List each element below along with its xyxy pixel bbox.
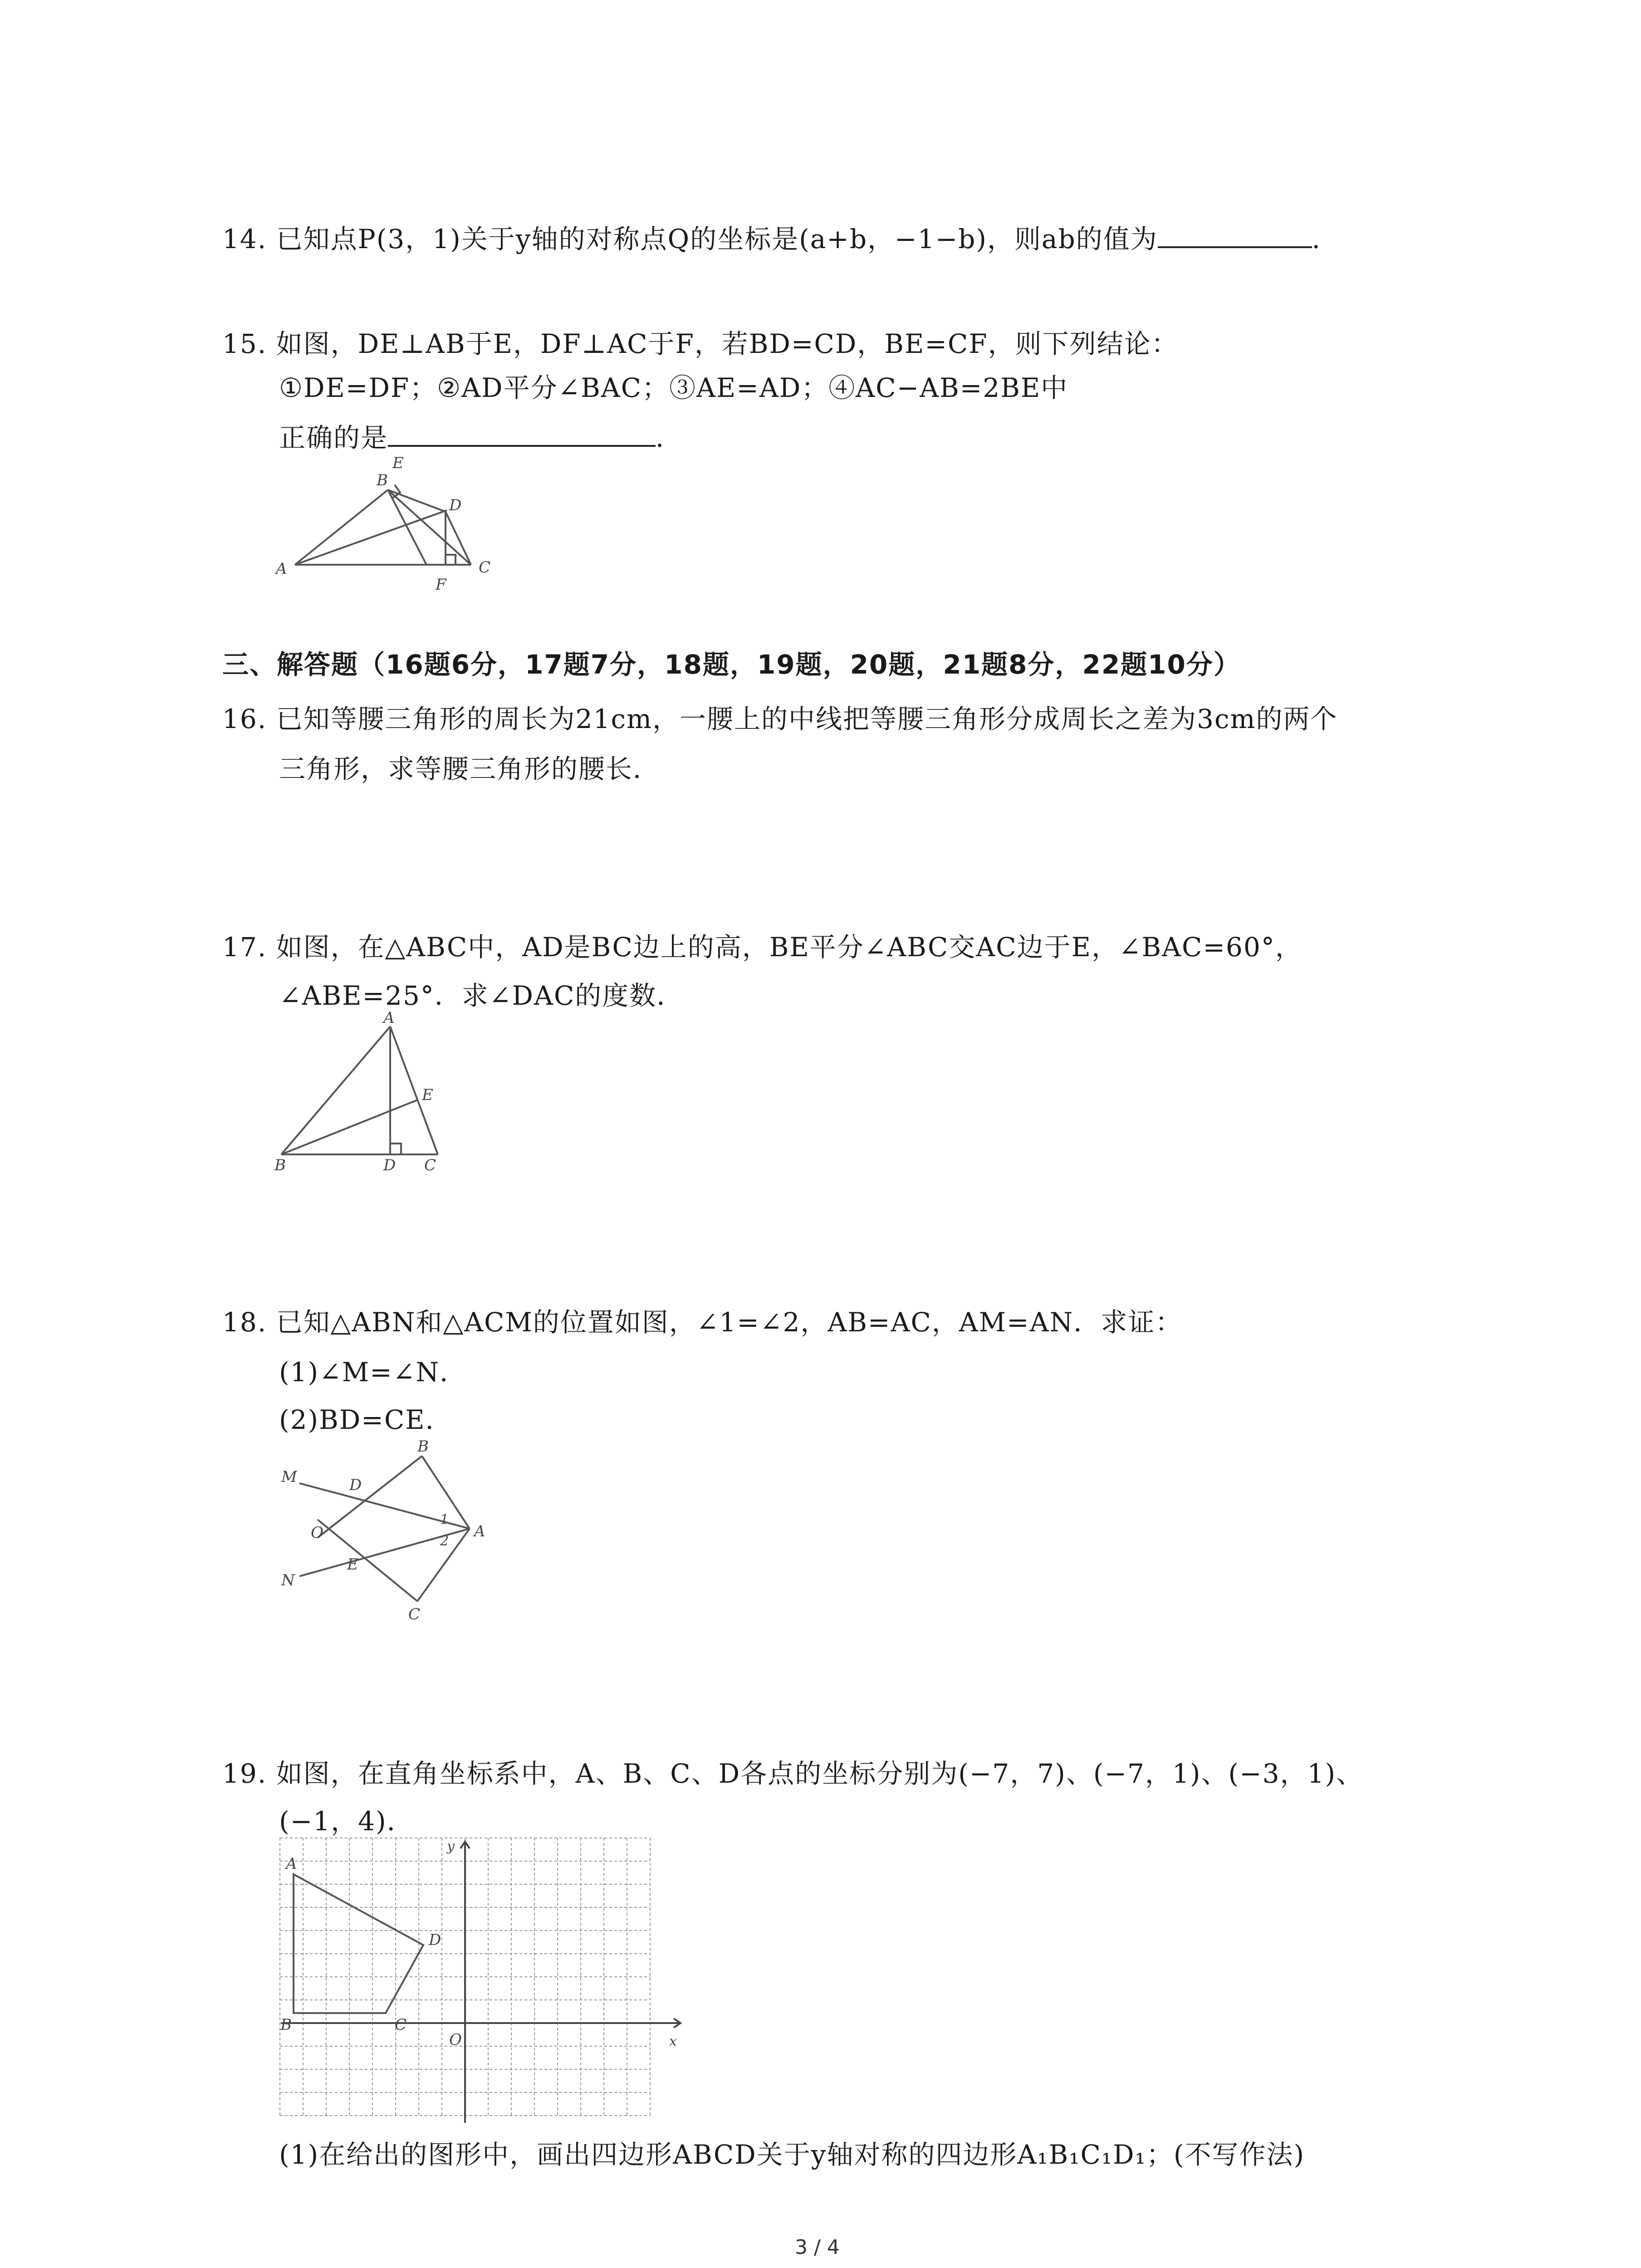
q14-answer-blank xyxy=(1158,242,1312,248)
q14-text xyxy=(222,221,1339,257)
q15-answer-blank xyxy=(388,440,656,447)
q17-label-D: D xyxy=(383,1156,396,1173)
q19-label-D: D xyxy=(429,1931,441,1949)
q15-label-E: E xyxy=(392,454,404,472)
q19-line2: (−1，4)． xyxy=(279,1806,414,1837)
q15-line1: 15. 如图，DE⊥AB于E，DF⊥AC于F，若BD=CD，BE=CF，则下列结论： xyxy=(222,328,1179,359)
q19-line3: (1)在给出的图形中，画出四边形ABCD关于y轴对称的四边形A₁B₁C₁D₁；(不写作法) xyxy=(279,2139,1305,2170)
q14-stem: 14. 已知点P(3，1)关于y轴的对称点Q的坐标是(a+b，−1−b)，则ab的值为 xyxy=(222,224,1158,254)
q18-label-N: N xyxy=(281,1571,295,1589)
q15-label-F: F xyxy=(436,576,446,594)
q15-label-A: A xyxy=(276,560,287,578)
q16-line2: 三角形，求等腰三角形的腰长． xyxy=(279,753,661,784)
q15-end: ． xyxy=(656,422,683,453)
section-3-title: 三、解答题（16题6分，17题7分，18题，19题，20题，21题8分，22题10分） xyxy=(222,649,1241,680)
q17-label-B: B xyxy=(274,1156,286,1173)
q19-label-B: B xyxy=(280,2016,292,2034)
q19-coordinate-grid xyxy=(272,1833,699,2134)
q18-label-2: 2 xyxy=(440,1533,449,1549)
q17-line1: 17. 如图，在△ABC中，AD是BC边上的高，BE平分∠ABC交AC边于E，∠BAC=60°， xyxy=(222,932,1303,963)
q18-label-A: A xyxy=(474,1522,485,1540)
q15-label-C: C xyxy=(479,558,491,577)
q15-label-B: B xyxy=(377,471,388,489)
q19-label-y: y xyxy=(447,1838,455,1854)
q19-label-A: A xyxy=(286,1855,297,1873)
q18-label-C: C xyxy=(408,1605,421,1623)
q18-line2: (1)∠M=∠N． xyxy=(279,1357,467,1388)
q19-label-C: C xyxy=(395,2016,407,2034)
q17-label-C: C xyxy=(424,1156,436,1173)
q19-label-x: x xyxy=(669,2033,677,2049)
q18-label-E: E xyxy=(347,1555,358,1574)
q18-label-B: B xyxy=(417,1437,429,1456)
q14-end: ． xyxy=(1312,224,1339,254)
q19-label-O: O xyxy=(449,2031,462,2049)
q18-label-D: D xyxy=(349,1476,362,1494)
q19-line1: 19. 如图，在直角坐标系中，A、B、C、D各点的坐标分别为(−7，7)、(−7，1)、(−3，1)、 xyxy=(222,1758,1364,1789)
q15-figure xyxy=(268,454,504,601)
q15-stem: 正确的是 xyxy=(279,422,388,453)
q18-figure xyxy=(272,1436,508,1628)
q17-figure xyxy=(268,1009,458,1174)
q18-line3: (2)BD=CE． xyxy=(279,1404,453,1435)
q17-line2: ∠ABE=25°．求∠DAC的度数． xyxy=(279,980,684,1011)
q18-label-1: 1 xyxy=(440,1512,449,1528)
q15-line2: ①DE=DF；②AD平分∠BAC；③AE=AD；④AC−AB=2BE中 xyxy=(279,372,1068,403)
q18-label-O: O xyxy=(311,1524,323,1542)
q17-label-A: A xyxy=(383,1009,395,1027)
q16-line1: 16. 已知等腰三角形的周长为21cm，一腰上的中线把等腰三角形分成周长之差为3cm的两个 xyxy=(222,704,1338,734)
page-number: 3 / 4 xyxy=(795,2236,840,2259)
q15-label-D: D xyxy=(449,496,462,514)
q18-line1: 18. 已知△ABN和△ACM的位置如图，∠1=∠2，AB=AC，AM=AN．求证： xyxy=(222,1307,1183,1338)
q15-line3 xyxy=(279,420,683,456)
q18-label-M: M xyxy=(281,1468,297,1486)
q17-label-E: E xyxy=(422,1086,433,1104)
